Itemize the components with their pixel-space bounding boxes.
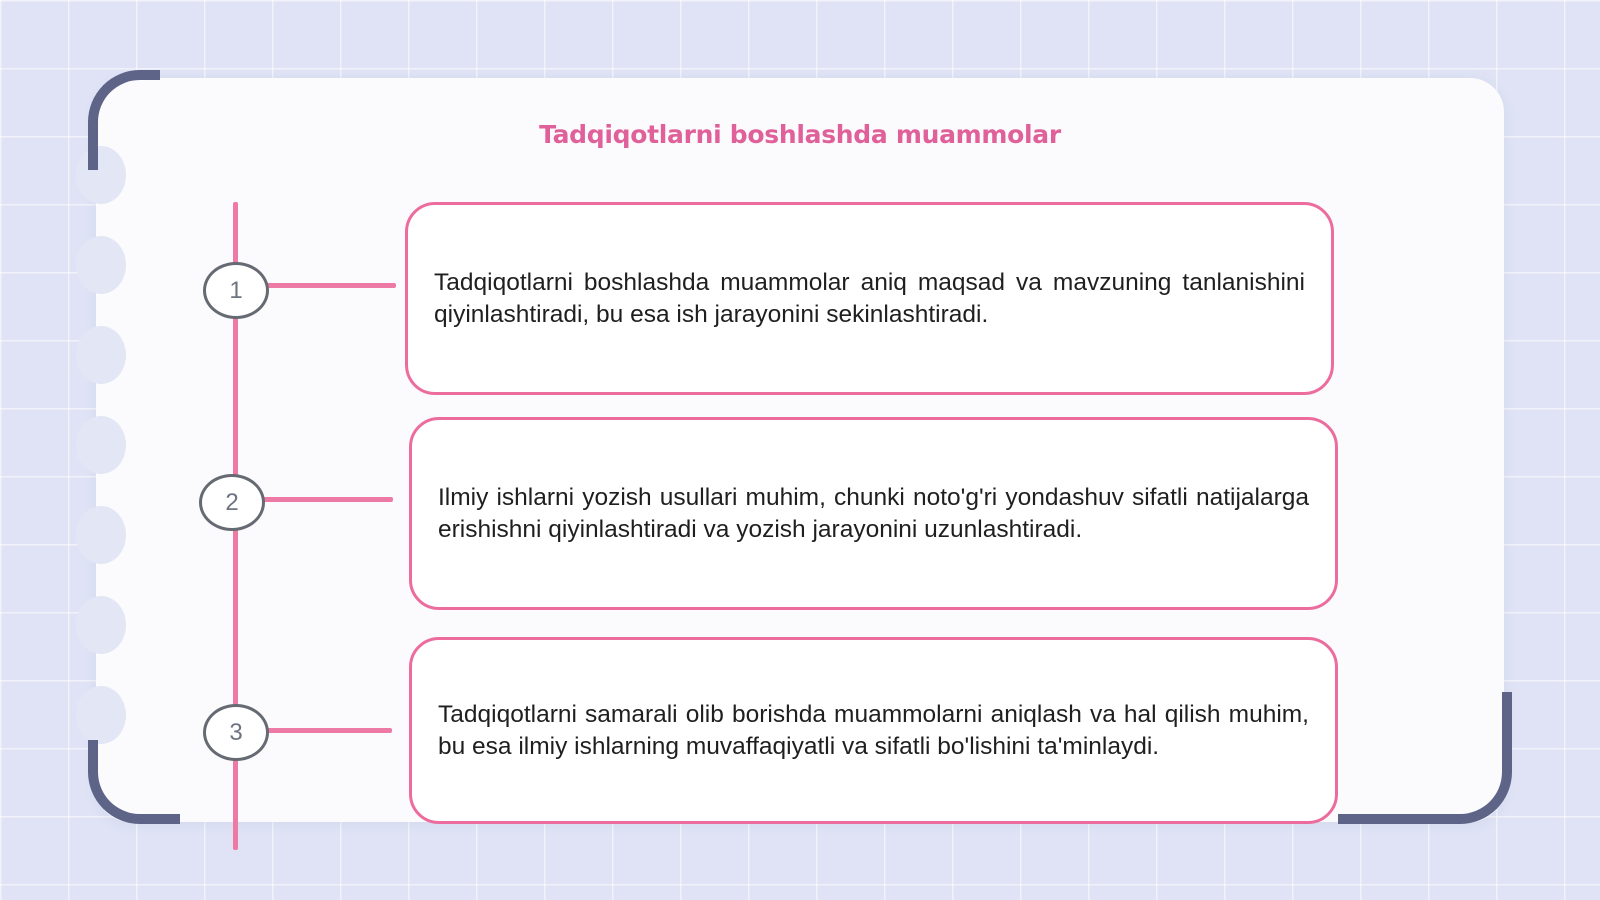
timeline-connector [263,497,393,502]
timeline-connector [266,728,392,733]
step-number-badge: 2 [199,474,265,531]
step-card [405,202,1334,395]
torn-edge-notch [76,326,126,384]
frame-corner-bottom-right [1338,692,1512,824]
torn-edge-notch [76,416,126,474]
torn-edge-notch [76,686,126,744]
torn-edge-notch [76,596,126,654]
frame-corner-bottom-left [88,740,180,824]
step-text: Tadqiqotlarni samarali olib borishda muammolarni aniqlash va hal qilish muhim, bu esa ilmiy ishlarning muvaffaqiyatli va sifatli bo'lishini ta'minlaydi. [438,700,1309,760]
torn-edge-notch [76,506,126,564]
torn-edge-notch [76,236,126,294]
step-text: Ilmiy ishlarni yozish usullari muhim, chunki noto'g'ri yondashuv sifatli natijalarga erishishni qiyinlashtiradi va yozish jarayonini uzunlashtiradi. [438,483,1309,543]
step-text: Tadqiqotlarni boshlashda muammolar aniq maqsad va mavzuning tanlanishini qiyinlashtiradi, bu esa ish jarayonini sekinlashtiradi. [434,268,1305,328]
timeline-connector [266,283,396,288]
step-number-badge: 3 [203,704,269,761]
step-card [409,637,1338,824]
step-card [409,417,1338,610]
slide-title: Tadqiqotlarni boshlashda muammolar [539,120,1061,149]
step-number-badge: 1 [203,262,269,319]
